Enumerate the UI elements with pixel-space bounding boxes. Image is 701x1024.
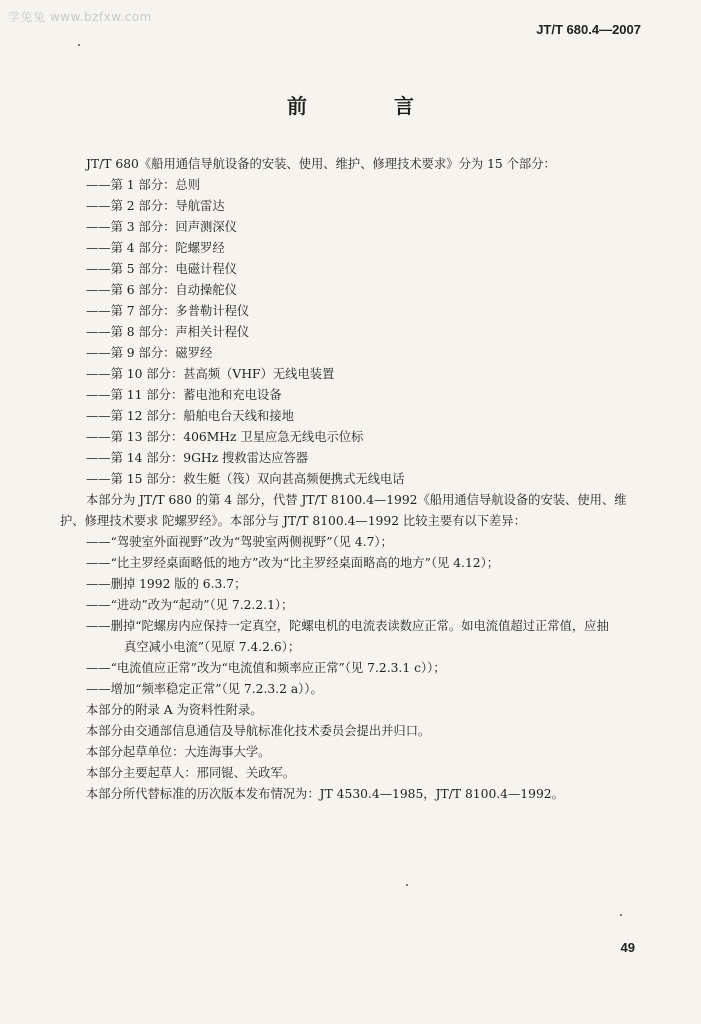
part-item-9: ——第 9 部分：磁罗经	[86, 346, 213, 360]
part-item-11: ——第 11 部分：蓄电池和充电设备	[86, 388, 282, 402]
part-item-10: ——第 10 部分：甚高频（VHF）无线电装置	[86, 367, 335, 381]
annex-note: 本部分的附录 A 为资料性附录。	[86, 703, 263, 717]
history-versions: 本部分所代替标准的历次版本发布情况为：JT 4530.4—1985，JT/T 8100.4—1992。	[86, 787, 564, 801]
part-item-14: ——第 14 部分：9GHz 搜救雷达应答器	[86, 451, 309, 465]
change-item-7: ——增加“频率稳定正常”（见 7.2.3.2 a））。	[86, 682, 323, 696]
scan-speck	[406, 884, 408, 886]
part-item-4: ——第 4 部分：陀螺罗经	[86, 241, 225, 255]
part-item-15: ——第 15 部分：救生艇（筏）双向甚高频便携式无线电话	[86, 472, 405, 486]
part-item-1: ——第 1 部分：总则	[86, 178, 201, 192]
part-item-7: ——第 7 部分：多普勒计程仪	[86, 304, 250, 318]
intro-paragraph: JT/T 680《船用通信导航设备的安装、使用、维护、修理技术要求》分为 15 个部分：	[86, 157, 556, 171]
part-item-2: ——第 2 部分：导航雷达	[86, 199, 225, 213]
part-item-12: ——第 12 部分：船舶电台天线和接地	[86, 409, 294, 423]
part-item-8: ——第 8 部分：声相关计程仪	[86, 325, 250, 339]
part-item-5: ——第 5 部分：电磁计程仪	[86, 262, 237, 276]
scan-speck	[620, 914, 622, 916]
drafting-unit: 本部分起草单位：大连海事大学。	[86, 745, 271, 759]
page-number: 49	[620, 940, 635, 955]
replacement-paragraph: 本部分为 JT/T 680 的第 4 部分，代替 JT/T 8100.4—1992《船用通信导航设备的安装、使用、维护、修理技术要求 陀螺罗经》。本部分与 JT/T 8100.4—1992 比较主要有以下差异：	[60, 493, 627, 528]
change-item-5-line1: ——删掉“陀螺房内应保持一定真空，陀螺电机的电流表读数应正常。如电流值超过正常值，应抽	[86, 619, 609, 633]
foreword-body	[60, 154, 642, 805]
part-item-3: ——第 3 部分：回声测深仪	[86, 220, 237, 234]
change-item-2: ——“比主罗经桌面略低的地方”改为“比主罗经桌面略高的地方”（见 4.12）；	[86, 556, 500, 570]
part-item-13: ——第 13 部分：406MHz 卫星应急无线电示位标	[86, 430, 364, 444]
change-item-5-line2: 真空减小电流”（见原 7.4.2.6）；	[124, 640, 301, 654]
proposer-note: 本部分由交通部信息通信及导航标准化技术委员会提出并归口。	[86, 724, 431, 738]
change-item-6: ——“电流值应正常”改为“电流值和频率应正常”（见 7.2.3.1 c））；	[86, 661, 446, 675]
change-item-5	[60, 616, 642, 658]
change-item-1: ——“驾驶室外面视野”改为“驾驶室两侧视野”（见 4.7）；	[86, 535, 393, 549]
page-title: 前 言	[287, 94, 454, 118]
site-watermark: 学兔兔 www.bzfxw.com	[8, 10, 152, 24]
standard-code: JT/T 680.4—2007	[536, 22, 641, 37]
change-item-3: ——删掉 1992 版的 6.3.7；	[86, 577, 247, 591]
drafters: 本部分主要起草人：邢同锟、关政军。	[86, 766, 296, 780]
part-item-6: ——第 6 部分：自动操舵仪	[86, 283, 237, 297]
scan-speck	[78, 44, 80, 46]
change-item-4: ——“进动”改为“起动”（见 7.2.2.1）；	[86, 598, 294, 612]
